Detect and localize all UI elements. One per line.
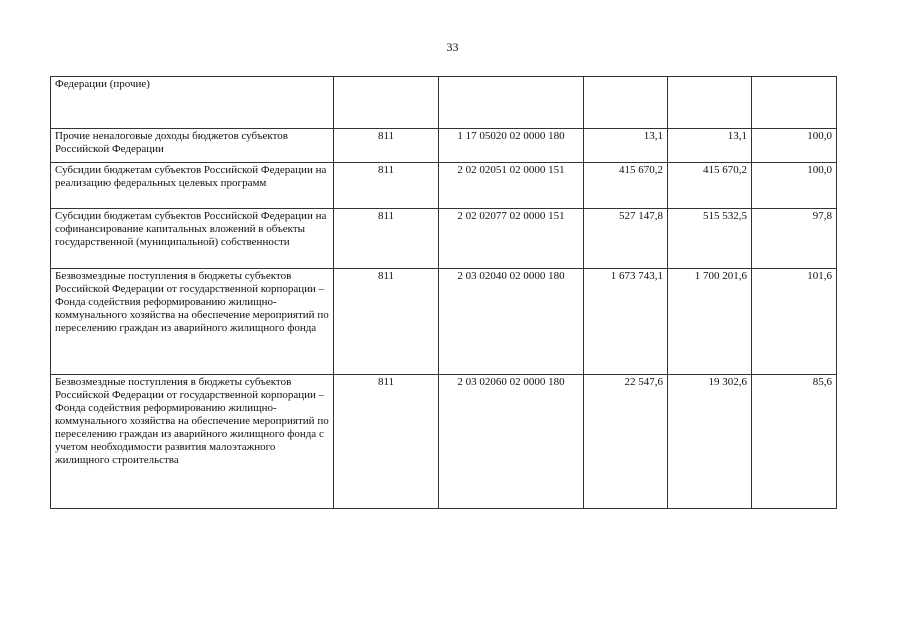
percent-value-cell: 85,6 [752, 375, 837, 509]
admin-code-cell [334, 77, 439, 129]
revenue-name-cell: Субсидии бюджетам субъектов Российской Федерации на софинансирование капитальных вложений в объекты государственной (муниципальной) собственности [51, 209, 334, 269]
plan-value-cell [584, 77, 668, 129]
table-row [51, 77, 837, 129]
budget-code-cell [439, 77, 584, 129]
percent-value-cell: 101,6 [752, 269, 837, 375]
actual-value-cell: 19 302,6 [668, 375, 752, 509]
percent-value-cell: 100,0 [752, 163, 837, 209]
revenue-name-cell: Федерации (прочие) [51, 77, 334, 129]
admin-code-cell: 811 [334, 375, 439, 509]
plan-value-cell: 415 670,2 [584, 163, 668, 209]
budget-code-cell: 2 02 02051 02 0000 151 [439, 163, 584, 209]
table-row [51, 375, 837, 509]
admin-code-cell: 811 [334, 163, 439, 209]
plan-value-cell: 527 147,8 [584, 209, 668, 269]
actual-value-cell: 1 700 201,6 [668, 269, 752, 375]
table-row [51, 269, 837, 375]
actual-value-cell [668, 77, 752, 129]
budget-code-cell: 1 17 05020 02 0000 180 [439, 129, 584, 163]
revenue-name-cell: Прочие неналоговые доходы бюджетов субъектов Российской Федерации [51, 129, 334, 163]
budget-code-cell: 2 03 02060 02 0000 180 [439, 375, 584, 509]
admin-code-cell: 811 [334, 129, 439, 163]
percent-value-cell: 100,0 [752, 129, 837, 163]
percent-value-cell [752, 77, 837, 129]
budget-table [50, 76, 837, 509]
revenue-name-cell: Субсидии бюджетам субъектов Российской Федерации на реализацию федеральных целевых программ [51, 163, 334, 209]
table-row [51, 129, 837, 163]
admin-code-cell: 811 [334, 269, 439, 375]
plan-value-cell: 22 547,6 [584, 375, 668, 509]
revenue-name-cell: Безвозмездные поступления в бюджеты субъектов Российской Федерации от государственной корпорации – Фонда содействия реформированию жилищно-коммунального хозяйства на обеспечение мероприятий по переселению граждан из аварийного жилищного фонда с учетом необходимости развития малоэтажного жилищного строительства [51, 375, 334, 509]
page-number: 33 [446, 40, 459, 54]
plan-value-cell: 13,1 [584, 129, 668, 163]
actual-value-cell: 415 670,2 [668, 163, 752, 209]
admin-code-cell: 811 [334, 209, 439, 269]
table-row [51, 163, 837, 209]
actual-value-cell: 515 532,5 [668, 209, 752, 269]
budget-code-cell: 2 03 02040 02 0000 180 [439, 269, 584, 375]
revenue-name-cell: Безвозмездные поступления в бюджеты субъектов Российской Федерации от государственной корпорации – Фонда содействия реформированию жилищно-коммунального хозяйства на обеспечение мероприятий по переселению граждан из аварийного жилищного фонда [51, 269, 334, 375]
percent-value-cell: 97,8 [752, 209, 837, 269]
budget-code-cell: 2 02 02077 02 0000 151 [439, 209, 584, 269]
plan-value-cell: 1 673 743,1 [584, 269, 668, 375]
table-row [51, 209, 837, 269]
actual-value-cell: 13,1 [668, 129, 752, 163]
